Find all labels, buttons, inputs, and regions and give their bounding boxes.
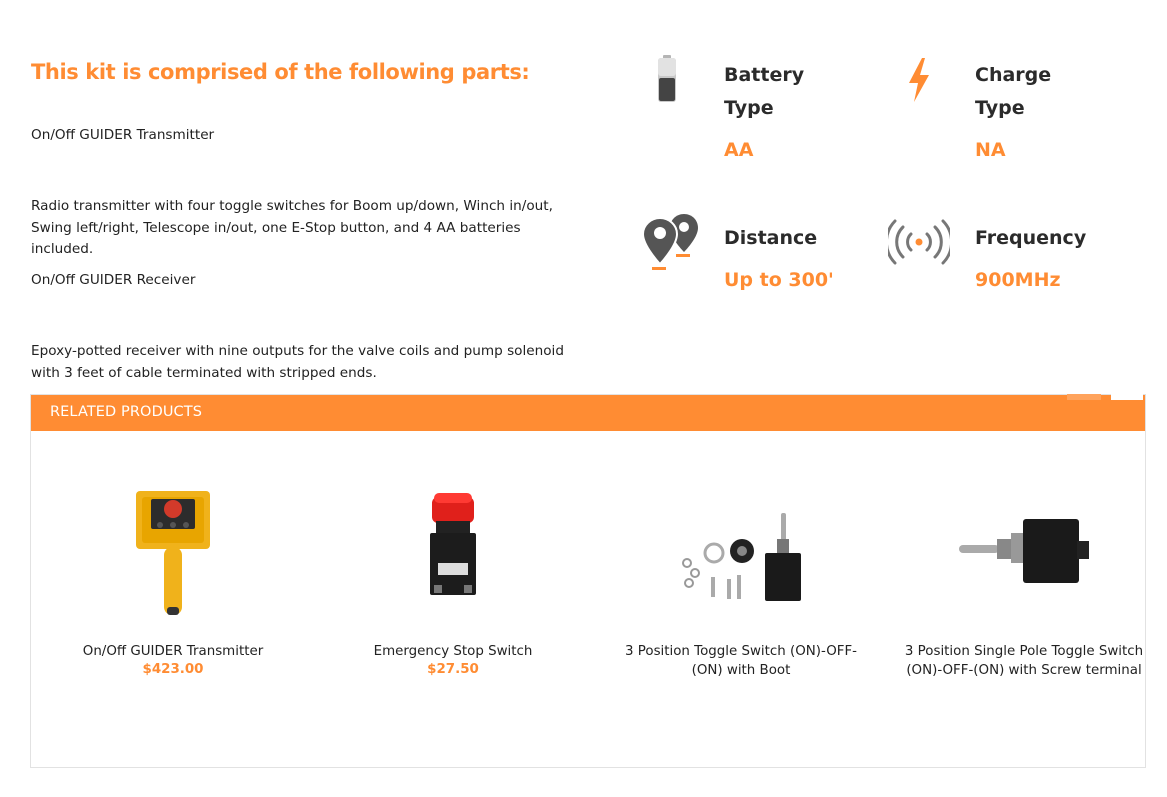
kit-part-description-transmitter: Radio transmitter with four toggle switches for Boom up/down, Winch in/out, Swing left/right, Telescope in/out, one E-Stop button, and 4 AA batteries included.: [31, 198, 553, 257]
toggle-switch-screw-image[interactable]: [957, 517, 1091, 591]
spec-label-charge: Charge Type: [975, 64, 1052, 119]
kit-part-description-receiver: Epoxy-potted receiver with nine outputs for the valve coils and pump solenoid with 3 feet of cable terminated with stripped ends.: [31, 343, 564, 381]
kit-part-title-receiver: On/Off GUIDER Receiver: [31, 272, 196, 288]
product-name[interactable]: 3 Position Single Pole Toggle Switch (ON)-OFF-(ON) with Screw terminal: [904, 644, 1144, 678]
product-name[interactable]: On/Off GUIDER Transmitter: [82, 644, 264, 659]
related-products-title: RELATED PRODUCTS: [50, 404, 203, 420]
estop-switch-image[interactable]: [422, 489, 484, 605]
carousel-prev-button[interactable]: [1067, 394, 1101, 400]
product-name[interactable]: Emergency Stop Switch: [373, 644, 533, 659]
related-products-panel: [30, 394, 1146, 768]
toggle-switch-boot-image[interactable]: [677, 513, 805, 607]
spec-label-frequency: Frequency: [975, 227, 1087, 249]
lightning-icon: [906, 58, 932, 106]
product-name[interactable]: 3 Position Toggle Switch (ON)-OFF-(ON) with Boot: [625, 644, 857, 678]
spec-value-frequency: 900MHz: [975, 269, 1061, 291]
kit-title: This kit is comprised of the following parts:: [31, 60, 530, 84]
map-pins-icon: [640, 212, 702, 276]
spec-label-distance: Distance: [724, 227, 818, 249]
kit-part-title-transmitter: On/Off GUIDER Transmitter: [31, 127, 215, 143]
product-price: $423.00: [142, 662, 204, 677]
spec-label-battery: Battery Type: [724, 64, 805, 119]
spec-value-charge: NA: [975, 139, 1006, 161]
battery-icon: [656, 55, 678, 107]
spec-value-battery: AA: [724, 139, 754, 161]
related-products-header: [31, 395, 1145, 431]
spec-value-distance: Up to 300': [724, 269, 834, 291]
transmitter-image[interactable]: [133, 489, 213, 623]
carousel-next-button[interactable]: [1111, 394, 1143, 400]
product-price: $27.50: [427, 662, 479, 677]
radio-signal-icon: [888, 218, 950, 270]
